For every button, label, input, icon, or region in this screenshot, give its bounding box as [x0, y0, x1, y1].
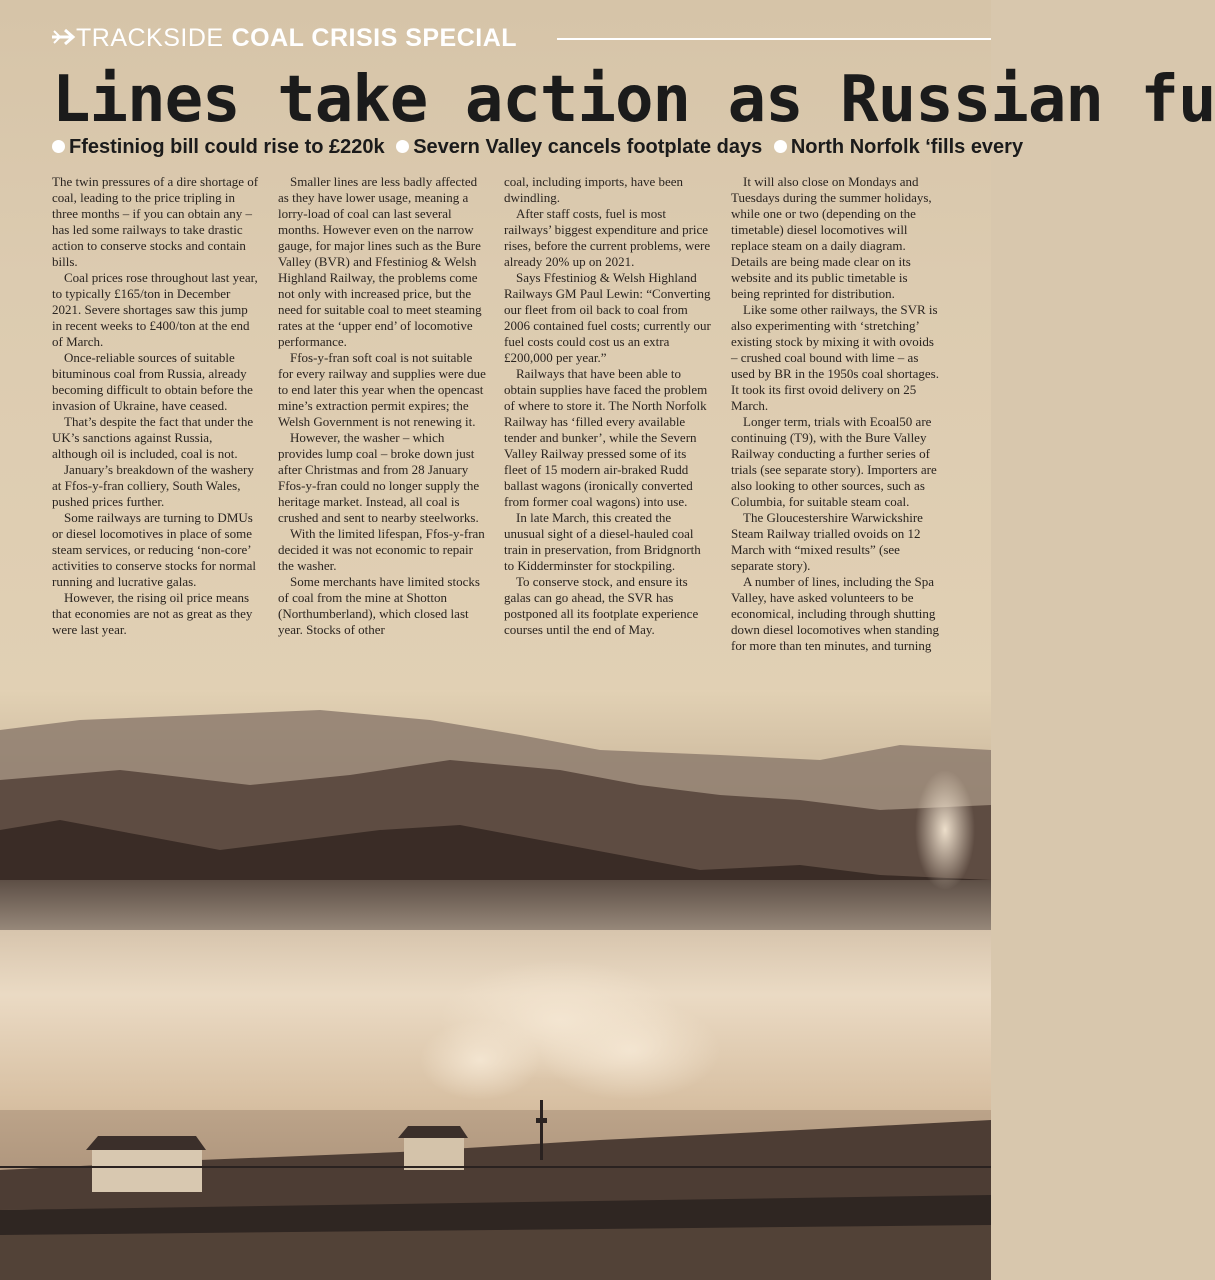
header-rule: [557, 38, 991, 40]
header-text: [76, 24, 517, 53]
paragraph: With the limited lifespan, Ffos-y-fran decided it was not economic to repair the washer.: [278, 526, 485, 573]
paragraph: The twin pressures of a dire shortage of coal, leading to the price tripling in three months – if you can obtain any – has led some railways to take drastic action to conserve stocks and contain bills.: [52, 174, 259, 269]
bullet-dot-icon: [396, 140, 409, 153]
station-building-left: [86, 1136, 206, 1192]
paragraph: The Gloucestershire Warwickshire Steam Railway trialled ovoids on 12 March with “mixed results” (see separate story).: [731, 510, 923, 573]
paragraph: January’s breakdown of the washery at Ffos-y-fran colliery, South Wales, pushed prices further.: [52, 462, 254, 509]
bullet-item: [396, 133, 762, 161]
bullet-text: North Norfolk ‘fills every: [790, 136, 1024, 158]
article-column-2: [278, 174, 486, 638]
bullet-dot-icon: [774, 140, 787, 153]
paragraph: Ffos-y-fran soft coal is not suitable for every railway and supplies were due to end later this year when the opencast mine’s extraction permit expires; the Welsh Government is not renewing it.: [278, 350, 486, 429]
bullet-item: [774, 133, 1023, 161]
paragraph: That’s despite the fact that under the UK’s sanctions against Russia, although oil is included, coal is not.: [52, 414, 254, 461]
bullet-dot-icon: [52, 140, 65, 153]
paragraph: After staff costs, fuel is most railways’ biggest expenditure and price rises, before the current problems, were already 20% up on 2021.: [504, 206, 711, 269]
bullet-text: Ffestiniog bill could rise to £220k: [69, 136, 385, 158]
article-body: [0, 174, 991, 694]
misty-valley-photo: [0, 690, 991, 1280]
header-section: COAL CRISIS SPECIAL: [231, 24, 518, 52]
article-column-4: [731, 174, 939, 654]
header-kicker: TRACKSIDE: [76, 24, 224, 52]
paragraph: Once-reliable sources of suitable bituminous coal from Russia, already becoming difficult to obtain before the invasion of Ukraine, have ceased.: [52, 350, 253, 413]
section-header: [52, 22, 991, 54]
article-column-3: [504, 174, 712, 638]
photo-illustration: [0, 690, 991, 1280]
paragraph: Says Ffestiniog & Welsh Highland Railways GM Paul Lewin: “Converting our fleet from oil back to coal from 2006 contained fuel costs; currently our fuel costs could cost us an extra £200,000 per year.”: [504, 270, 711, 365]
bullet-item: [52, 133, 385, 161]
paragraph: Coal prices rose throughout last year, to typically £165/ton in December 2021. Severe shortages saw this jump in recent weeks to £400/ton at the end of March.: [52, 270, 258, 349]
paragraph: Longer term, trials with Ecoal50 are continuing (T9), with the Bure Valley Railway conducting a further series of trials (see separate story). Importers are also looking to other sources, such as Columbia, for suitable steam coal.: [731, 414, 937, 509]
station-building-right: [398, 1126, 468, 1170]
paragraph: To conserve stock, and ensure its galas can go ahead, the SVR has postponed all its footplate experience courses until the end of May.: [504, 574, 699, 637]
paragraph: It will also close on Mondays and Tuesdays during the summer holidays, while one or two (depending on the timetable) diesel locomotives will replace steam on a daily diagram. Details are being made clear on its website and its public timetable is being reprinted for distribution.: [731, 174, 932, 301]
paragraph: Some merchants have limited stocks of coal from the mine at Shotton (Northumberland), which closed last year. Stocks of other: [278, 574, 480, 637]
paragraph: Smaller lines are less badly affected as they have lower usage, meaning a lorry-load of coal can last several months. However even on the narrow gauge, for major lines such as the Bure Valley (BVR) and Ffestiniog & Welsh Highland Railway, the problems come not only with increased price, but the need for suitable coal to meet steaming rates at the ‘upper end’ of locomotive performance.: [278, 174, 482, 349]
paragraph: Railways that have been able to obtain supplies have faced the problem of where to store it. The North Norfolk Railway has ‘filled every available tender and bunker’, while the Severn Valley Railway pressed some of its fleet of 15 modern air-braked Rudd ballast wagons (ironically converted from former coal wagons) into use.: [504, 366, 708, 509]
paragraph: However, the washer – which provides lump coal – broke down just after Christmas and from 28 January Ffos-y-fran could no longer supply the heritage market. Instead, all coal is crushed and sent to nearby steelworks.: [278, 430, 480, 525]
standfirst-bullets: [52, 133, 1024, 161]
arrow-icon: [52, 28, 76, 46]
paragraph: In late March, this created the unusual sight of a diesel-hauled coal train in preservation, from Bridgnorth to Kidderminster for stockpiling.: [504, 510, 701, 573]
paragraph: Like some other railways, the SVR is also experimenting with ‘stretching’ existing stock by mixing it with ovoids – crushed coal bound with lime – as used by BR in the 1950s coal shortages. It took its first ovoid delivery on 25 March.: [731, 302, 939, 413]
headline: Lines take action as Russian fu: [52, 63, 1215, 137]
paragraph: Some railways are turning to DMUs or diesel locomotives in place of some steam services, or reducing ‘non-core’ activities to conserve stocks for normal running and lucrative galas.: [52, 510, 256, 589]
paragraph: However, the rising oil price means that economies are not as great as they were last year.: [52, 590, 253, 637]
bullet-text: Severn Valley cancels footplate days: [413, 136, 763, 158]
paragraph: A number of lines, including the Spa Valley, have asked volunteers to be economical, including through shutting down diesel locomotives when standing for more than ten minutes, and turning: [731, 574, 939, 653]
paragraph: coal, including imports, have been dwindling.: [504, 174, 684, 205]
article-column-1: [52, 174, 260, 638]
